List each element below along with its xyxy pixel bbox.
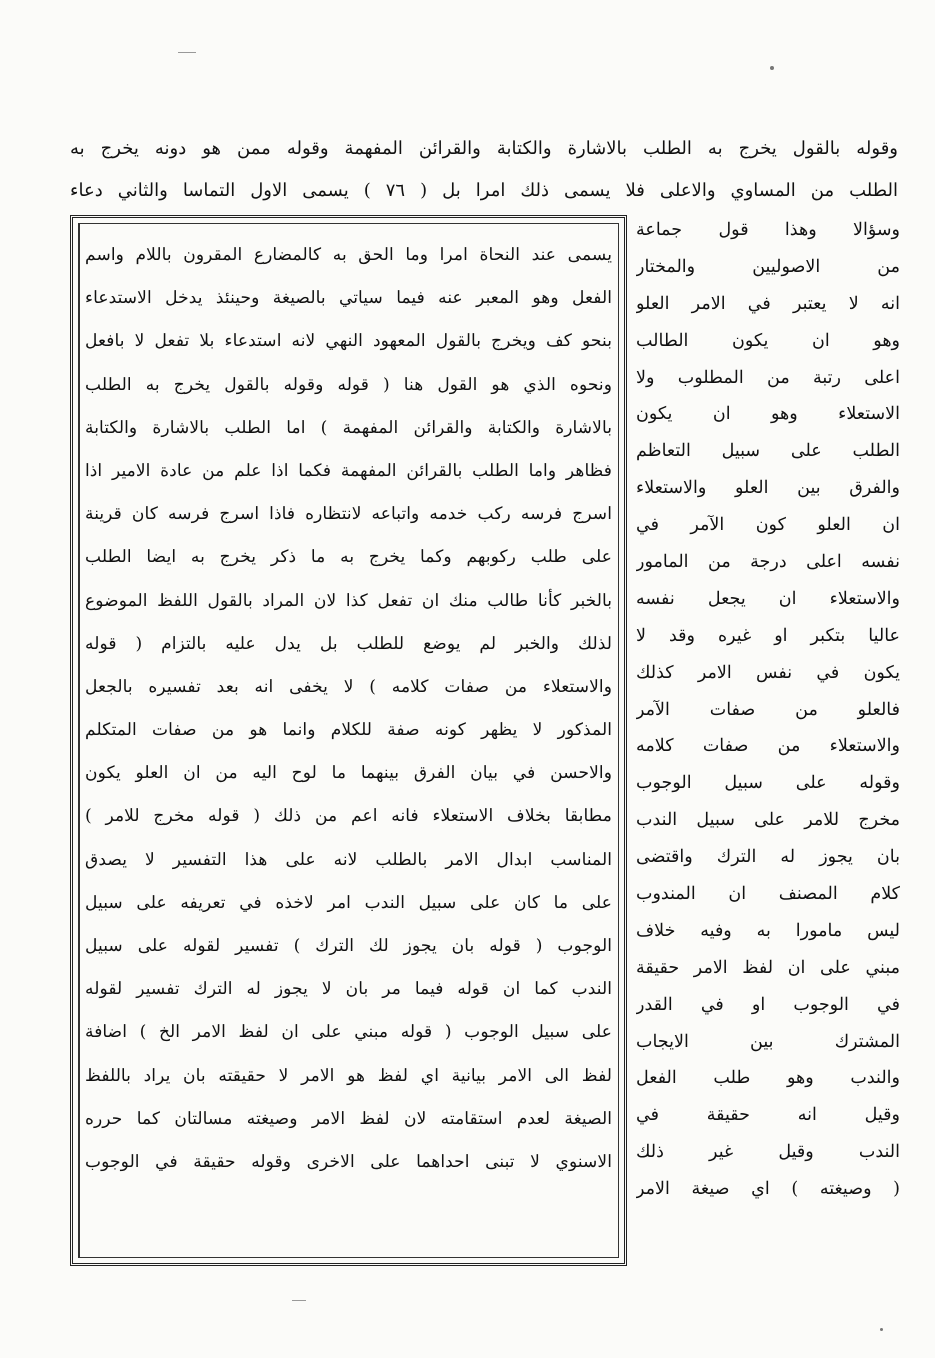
commentary-line: فظاهر واما الطلب بالقرائن المفهمة فكما اذا علم من عادة الامير اذا: [85, 460, 612, 481]
main-line: كلام المصنف ان المندوب: [636, 884, 900, 905]
commentary-line: بنحو كف ويخرج بالقول المعهود النهي لانه استدعاء بلا تفعل لا بافعل: [85, 331, 612, 352]
commentary-line: بالاشارة والكتابة والقرائن المفهمة ) اما الطلب بالاشارة والكتابة: [85, 417, 612, 438]
commentary-line: الصيغة لعدم استقامته لان لفظ الامر وصيغته مسالتان كما حرره: [85, 1108, 612, 1129]
header-line: الطلب من المساوي والاعلى فلا يسمى ذلك امرا بل ( ٧٦ ) يسمى الاول التماسا والثاني دعاء: [70, 180, 898, 201]
main-line: وسؤالا وهذا قول جماعة: [636, 220, 900, 240]
commentary-line: لذلك والخبر لم يوضع للطلب بل يدل عليه بالتزام ( قوله: [85, 633, 612, 654]
main-line: الاستعلاء وهو ان يكون: [636, 404, 900, 425]
commentary-line: بالخبر كأنا طالب منك ان تفعل كذا لان المراد بالقول اللفظ الموضوع: [85, 590, 612, 611]
commentary-line: المذكور لا يظهر كونه صفة للكلام وانما هو من صفات المتكلم: [85, 720, 612, 741]
commentary-line: لفظ الى الامر بيانية اي لفظ هو الامر لا حقيقته بان يراد باللفظ: [85, 1065, 612, 1086]
commentary-line: والاستعلاء من صفات كلامه ) لا يخفى انه بعد تفسيره بالجعل: [85, 676, 612, 697]
main-line: وقيل انه حقيقة في: [636, 1105, 900, 1126]
main-line: اعلى رتبة من المطلوب ولا: [636, 367, 900, 388]
commentary-line: والاحسن في بيان الفرق بينهما ما لوح اليه من ان العلو يكون: [85, 763, 612, 784]
main-line: وهو ان يكون الطالب: [636, 330, 900, 351]
commentary-line: الندب كما ان قوله فيما مر بان لا يجوز له الترك تفسير لقوله: [85, 979, 612, 1000]
main-line: والندب وهو طلب الفعل: [636, 1068, 900, 1089]
main-line: بان يجوز له الترك واقتضى: [636, 847, 900, 868]
main-line: مبني على ان لفظ الامر حقيقة: [636, 957, 900, 978]
page-mark-bottom: [292, 1300, 306, 1301]
main-line: انه لا يعتبر في الامر العلو: [636, 293, 900, 314]
ink-speck-bottom: [880, 1328, 883, 1331]
main-line: ان العلو كون الآمر في: [636, 515, 900, 536]
main-line: والاستعلاء من صفات كلامه: [636, 736, 900, 757]
main-line: من الاصوليين والمختار: [636, 256, 900, 277]
main-line: والاستعلاء ان يجعل نفسه: [636, 588, 900, 609]
commentary-line: الاسنوي لا تبنى احداهما على الاخرى وقوله حقيقة في الوجوب: [85, 1151, 612, 1172]
main-line: وقوله على سبيل الوجوب: [636, 773, 900, 794]
ink-speck-top: [770, 66, 774, 70]
commentary-line: مطابقا بخلاف الاستعلاء فانه اعم من ذلك ( قوله مخرج للامر ): [85, 806, 612, 827]
commentary-text: [85, 234, 612, 1184]
commentary-line: المناسب ابدال الامر بالطلب لانه على هذا التفسير لا يصدق: [85, 849, 612, 870]
commentary-line: يسمى عند النحاة امرا وما الحق به كالمضارع المقرون باللام واسم: [85, 245, 612, 265]
commentary-line: على ما كان على سبيل الندب امر لاخذه في تعريفه على سبيل: [85, 892, 612, 913]
commentary-line: الوجوب ( قوله بان يجوز لك الترك ) تفسير لقوله على سبيل: [85, 936, 612, 956]
main-line: في الوجوب او في القدر: [636, 994, 900, 1015]
header-text: [70, 128, 898, 212]
main-line: مخرج للامر على سبيل الندب: [636, 810, 900, 831]
header-line: وقوله بالقول يخرج به الطلب بالاشارة والكتابة والقرائن المفهمة وقوله ممن هو دونه يخرج به: [70, 138, 898, 159]
main-line: والفرق بين العلو والاستعلاء: [636, 478, 900, 499]
main-line: نفسه اعلى درجة من المامور: [636, 552, 900, 573]
main-line: ليس مامورا به وفيه خلاف: [636, 920, 900, 941]
main-text-column: [636, 212, 900, 1208]
commentary-line: اسرج فرسه ركب خدمه واتباعه لانتظاره فاذا اسرج فرسه كان قرينة: [85, 504, 612, 525]
main-line: يكون في نفس الامر كذلك: [636, 662, 900, 683]
commentary-line: الفعل وهو المعبر عنه فيما سياتي بالصيغة وحينئذ يدخل الاستدعاء: [85, 288, 612, 309]
main-line: ( وصيغته ) اي صيغة الامر: [636, 1179, 900, 1200]
main-line: المشترك بين الايجاب: [636, 1031, 900, 1052]
commentary-line: ونحوه الذي هو القول هنا ( قوله وقوله بالقول يخرج به الطلب: [85, 374, 612, 395]
main-line: عاليا بتكبر او غيره وقد لا: [636, 625, 900, 646]
main-line: الطلب على سبيل التعاظم: [636, 441, 900, 462]
commentary-box: [70, 215, 627, 1266]
main-line: الندب وقيل غير ذلك: [636, 1142, 900, 1163]
commentary-line: على سبيل الوجوب ( قوله مبني على ان لفظ الامر الخ ) اضافة: [85, 1022, 612, 1043]
main-line: فالعلو من صفات الآمر: [636, 699, 900, 720]
commentary-line: على طلب ركوبهم وكما يخرج به ما ذكر يخرج به ايضا الطلب: [85, 547, 612, 568]
page-mark-top: [178, 52, 196, 53]
